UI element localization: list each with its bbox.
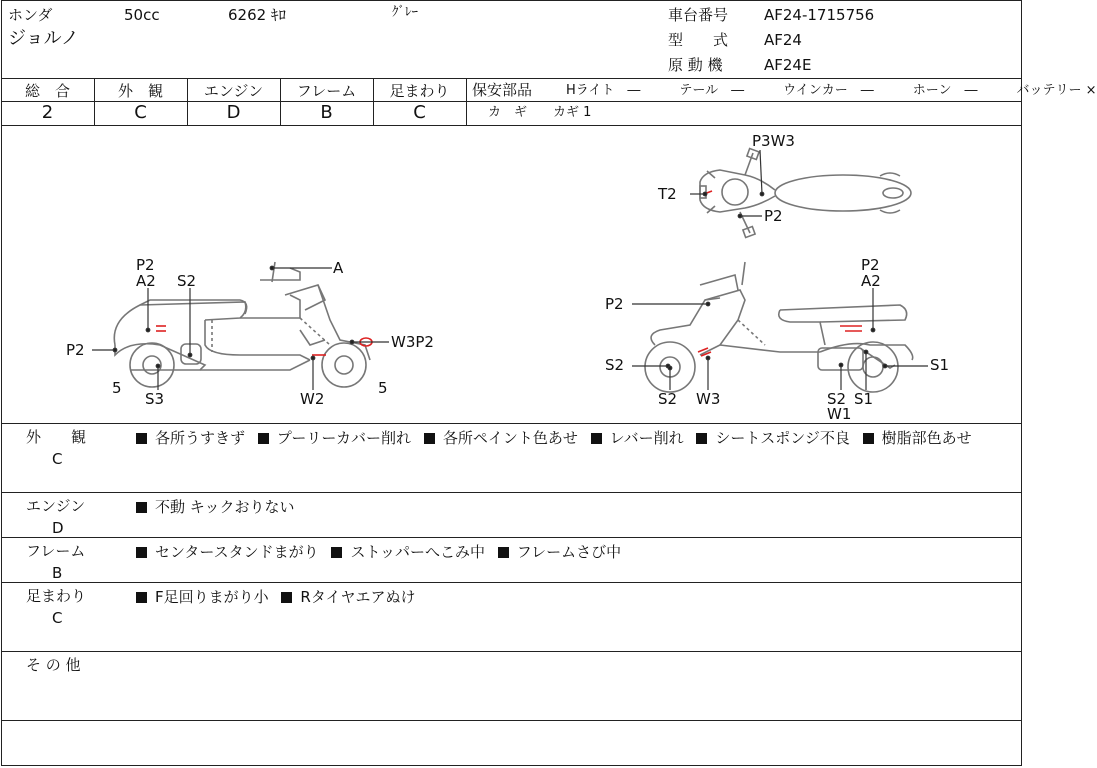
label-right-p2: P2 <box>605 295 624 313</box>
section-title: そ の 他 <box>26 656 81 674</box>
bullet-square-icon <box>424 433 435 444</box>
remark-item: シートスポンジ不良 <box>696 429 849 447</box>
label-right-s1b: S1 <box>930 356 950 374</box>
rule <box>1 720 1022 721</box>
label-right-w3: W3 <box>696 390 721 408</box>
remark-item: 各所うすきず <box>136 429 245 447</box>
rule <box>1 492 1022 493</box>
bullet-square-icon <box>136 502 147 513</box>
bullet-square-icon <box>136 592 147 603</box>
bullet-square-icon <box>696 433 707 444</box>
grade-header-frame: フレーム <box>296 82 357 100</box>
safety-items: Hライト ― テール ― ウインカー ― ホーン ― バッテリー × <box>566 83 1097 98</box>
safety-label: 保安部品 <box>472 81 533 99</box>
section-grade: C <box>52 609 63 627</box>
grade-exterior: C <box>134 102 147 123</box>
remark-item: ストッパーへこみ中 <box>331 543 485 561</box>
label-top-t2: T2 <box>658 185 677 203</box>
remark-item: Rタイヤエアぬけ <box>281 588 415 606</box>
label-right-s2b: S2 <box>658 390 678 408</box>
label-left-p2: P2 <box>136 256 155 274</box>
rule <box>1 651 1022 652</box>
label-left-a: A <box>333 259 344 277</box>
remark-item: レバー削れ <box>591 429 684 447</box>
remark-item: F足回りまがり小 <box>136 588 269 606</box>
label-right-s1: S1 <box>854 390 874 408</box>
remark-item: フレームさび中 <box>498 543 621 561</box>
rule <box>1 537 1022 538</box>
color: ｸﾞﾚｰ <box>392 5 418 20</box>
label-left-w2: W2 <box>300 390 325 408</box>
label-top-p3w3: P3W3 <box>752 132 795 150</box>
remark-item: センタースタンドまがり <box>136 543 319 561</box>
section-remarks <box>136 586 1011 608</box>
section-grade: D <box>52 519 64 537</box>
bullet-square-icon <box>281 592 292 603</box>
section-title: フレーム <box>26 542 86 560</box>
grade-header-engine: エンジン <box>203 82 264 100</box>
section-remarks <box>136 427 1011 449</box>
maker: ホンダ <box>8 6 53 24</box>
grade-overall: 2 <box>41 102 54 123</box>
type-label: 型 式 <box>668 31 729 49</box>
bullet-square-icon <box>331 547 342 558</box>
section-grade: C <box>52 450 63 468</box>
bullet-square-icon <box>498 547 509 558</box>
label-top-p2: P2 <box>764 207 783 225</box>
bullet-square-icon <box>136 433 147 444</box>
engine-label: 原 動 機 <box>668 56 723 74</box>
grade-engine: D <box>226 102 241 123</box>
label-right-p2b: P2 <box>861 256 880 274</box>
label-right-a2: A2 <box>861 272 881 290</box>
bullet-square-icon <box>591 433 602 444</box>
section-title: エンジン <box>26 497 86 515</box>
scooter-top-view <box>700 149 911 238</box>
model-name: ジョルノ <box>8 28 79 49</box>
grade-suspension: C <box>413 102 426 123</box>
displacement: 50cc <box>124 6 160 24</box>
label-left-s3: S3 <box>145 390 165 408</box>
section-title: 外 観 <box>26 428 87 446</box>
safety-keys: カ ギ カギ 1 <box>488 105 592 120</box>
label-left-5b: 5 <box>378 379 388 397</box>
section-remarks <box>136 541 1011 563</box>
grade-header-suspension: 足まわり <box>389 82 450 100</box>
remark-item: プーリーカバー削れ <box>258 429 411 447</box>
label-left-w3p2: W3P2 <box>391 333 434 351</box>
type-value: AF24 <box>764 31 802 49</box>
label-right-w1: W1 <box>827 405 852 423</box>
section-remarks <box>136 496 1011 518</box>
section-grade: B <box>52 564 63 582</box>
label-right-s2: S2 <box>605 356 625 374</box>
grade-header-overall: 総 合 <box>24 82 70 100</box>
grade-frame: B <box>320 102 333 123</box>
grade-header-exterior: 外 観 <box>117 82 163 100</box>
engine-value: AF24E <box>764 56 812 74</box>
frame-no-label: 車台番号 <box>668 6 729 24</box>
frame-no: AF24-1715756 <box>764 6 875 24</box>
label-left-s2: S2 <box>177 272 197 290</box>
section-title: 足まわり <box>26 587 87 605</box>
label-right-s2c: S2 <box>827 390 847 408</box>
remark-item: 樹脂部色あせ <box>863 429 972 447</box>
remark-item: 不動 キックおりない <box>136 498 294 516</box>
bullet-square-icon <box>258 433 269 444</box>
mileage: 6262 ｷﾛ <box>228 6 286 24</box>
rule <box>1 582 1022 583</box>
bullet-square-icon <box>136 547 147 558</box>
bullet-square-icon <box>863 433 874 444</box>
label-left-a2: A2 <box>136 272 156 290</box>
label-left-5a: 5 <box>112 379 122 397</box>
remark-item: 各所ペイント色あせ <box>424 429 578 447</box>
label-left-p2b: P2 <box>66 341 85 359</box>
